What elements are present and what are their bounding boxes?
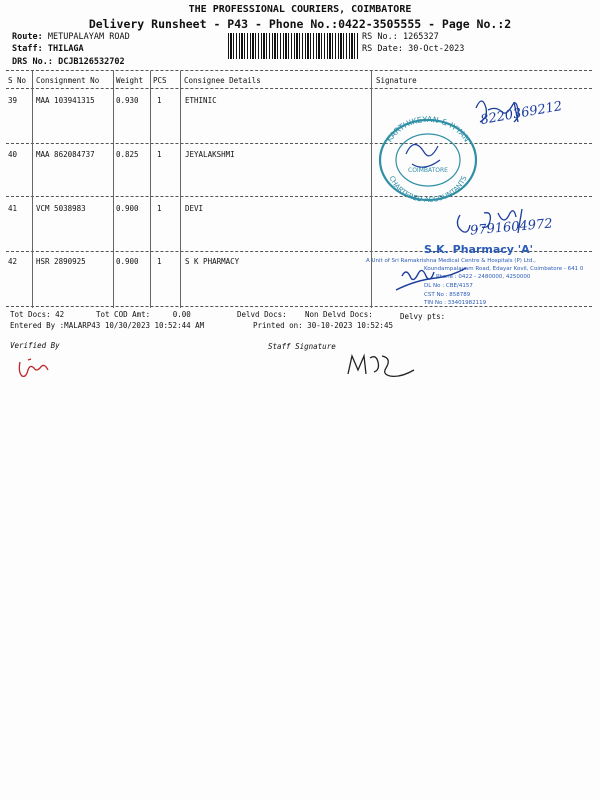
cell-weight: 0.930: [116, 96, 139, 105]
route-label: Route:: [12, 32, 43, 42]
col-header-consignment: Consignment No: [36, 76, 100, 85]
rs-no-label: RS No.:: [362, 32, 398, 42]
route-line: [12, 32, 130, 42]
non-delvd-docs-label: Non Delvd Docs:: [305, 310, 373, 319]
cell-pcs: 1: [157, 257, 162, 266]
tot-docs-value: 42: [55, 310, 65, 319]
stamp-ring-bottom: CHARTERED ACCOUNTANTS: [387, 174, 469, 202]
cell-weight: 0.900: [116, 257, 139, 266]
staff-line: [12, 44, 84, 54]
pharmacy-stamp-dl: DL No : CBE/4157: [424, 283, 473, 289]
rs-no-value: 1265327: [402, 32, 439, 42]
column-divider: [180, 71, 181, 308]
cell-sno: 39: [8, 96, 18, 105]
cell-pcs: 1: [157, 150, 162, 159]
delvy-pts-label: Delvy pts:: [400, 312, 446, 321]
tot-cod-line: [96, 310, 191, 319]
table-bottom-rule: [6, 306, 592, 307]
handwritten-phone-2: 9791604972: [469, 216, 554, 239]
header-bottom-rule: [6, 88, 592, 89]
cell-consignment: MAA 103941315: [36, 96, 95, 105]
rs-date-line: [362, 44, 464, 54]
rs-date-value: 30-Oct-2023: [408, 44, 465, 54]
tot-cod-value: 0.00: [172, 310, 191, 319]
drs-line: [12, 57, 125, 67]
cell-sno: 41: [8, 204, 18, 213]
handwritten-phone-1: 8220369212: [479, 98, 564, 129]
delvd-docs-label: Delvd Docs:: [237, 310, 287, 319]
row-rule: [6, 196, 592, 197]
cell-consignment: HSR 2890925: [36, 257, 86, 266]
drs-value: DCJB126532702: [58, 57, 125, 67]
pharmacy-stamp-cst: CST No : 858789: [424, 292, 471, 298]
verified-by-signature: [16, 358, 52, 380]
entered-by: Entered By :MALARP43 10/30/2023 10:52:44 AM: [10, 321, 205, 330]
rs-no-line: [362, 32, 439, 42]
table-top-rule: [6, 70, 592, 71]
stamp-center: COIMBATORE: [408, 167, 448, 174]
staff-signature-label: Staff Signature: [268, 342, 336, 351]
drs-label: DRS No.:: [12, 57, 53, 67]
cell-consignee: JEYALAKSHMI: [185, 150, 235, 159]
pharmacy-stamp-name: S.K. Pharmacy 'A': [424, 243, 534, 256]
col-header-signature: Signature: [376, 76, 417, 85]
totals-line: [10, 310, 64, 319]
tot-docs-label: Tot Docs:: [10, 310, 51, 319]
pharmacy-stamp-unit: A Unit of Sri Ramakrishna Medical Centre & Hospitals (P) Ltd.,: [366, 258, 536, 264]
cell-consignment: VCM 5038983: [36, 204, 86, 213]
cell-weight: 0.825: [116, 150, 139, 159]
route-value: METUPALAYAM ROAD: [47, 32, 130, 42]
company-title: THE PROFESSIONAL COURIERS, COIMBATORE: [188, 4, 412, 15]
cell-consignee: ETHINIC: [185, 96, 217, 105]
tot-cod-label: Tot COD Amt:: [96, 310, 151, 319]
staff-value: THILAGA: [47, 44, 84, 54]
staff-signature-mark: [344, 350, 424, 382]
pharmacy-stamp-tin: TIN No : 33401982119: [424, 300, 487, 306]
column-divider: [150, 71, 151, 308]
col-header-pcs: PCS: [153, 76, 167, 85]
pharmacy-stamp-address: Koundampalayam Road, Edayar Kovil, Coimbatore - 641 0: [424, 266, 584, 272]
round-stamp: [372, 110, 484, 202]
staff-label: Staff:: [12, 44, 43, 54]
cell-consignment: MAA 862084737: [36, 150, 95, 159]
cell-pcs: 1: [157, 204, 162, 213]
cell-consignee: S K PHARMACY: [185, 257, 240, 266]
barcode-image: [228, 33, 358, 59]
verified-by-label: Verified By: [10, 341, 60, 350]
col-header-sno: S No: [8, 76, 27, 85]
column-divider: [32, 71, 33, 308]
col-header-weight: Weight: [116, 76, 144, 85]
cell-pcs: 1: [157, 96, 162, 105]
runsheet-title: Delivery Runsheet - P43 - Phone No.:0422-3505555 - Page No.:2: [88, 17, 512, 31]
col-header-consignee: Consignee Details: [184, 76, 261, 85]
cell-weight: 0.900: [116, 204, 139, 213]
rs-date-label: RS Date:: [362, 44, 403, 54]
stamp-ring-top: KARTHIKEYAN & IYYAN: [384, 114, 472, 144]
pharmacy-stamp-phone: Phone : 0422 - 2480000, 4250000: [436, 274, 531, 280]
signature-row-42: [392, 262, 472, 298]
cell-sno: 40: [8, 150, 18, 159]
cell-sno: 42: [8, 257, 18, 266]
column-divider: [113, 71, 114, 308]
printed-on: Printed on: 30-10-2023 10:52:45: [253, 321, 393, 330]
row-rule: [6, 143, 592, 144]
stamp-signature-scribble: [406, 144, 440, 167]
cell-consignee: DEVI: [185, 204, 204, 213]
